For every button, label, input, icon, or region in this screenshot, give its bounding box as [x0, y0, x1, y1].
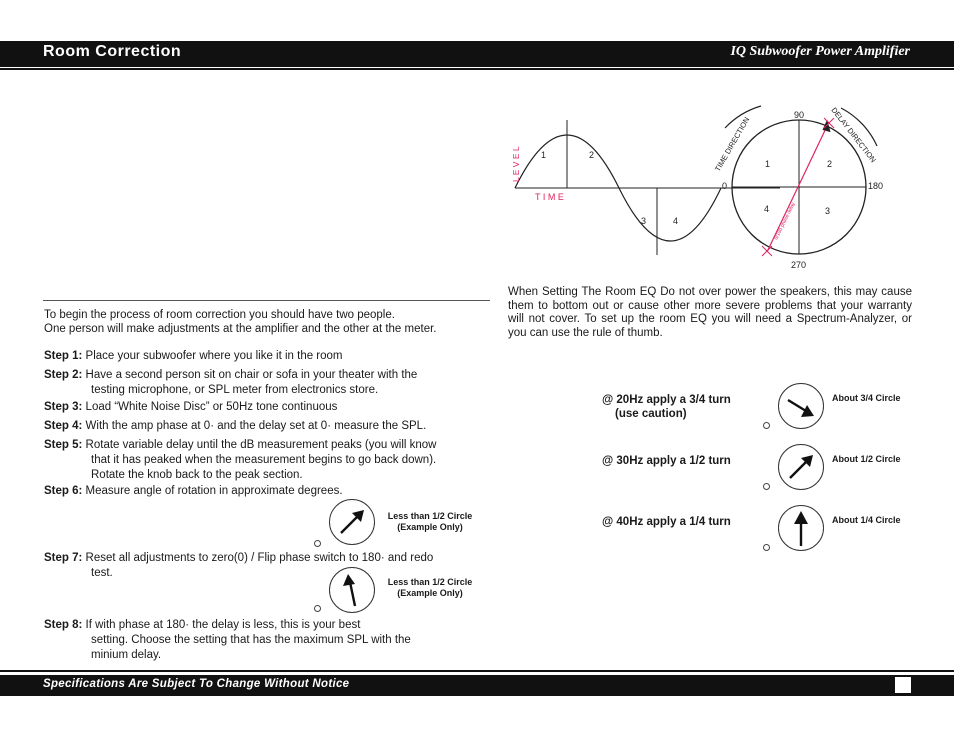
delay-marker-label: 0/180 phase delay [773, 201, 797, 241]
indicator-dot [314, 540, 321, 547]
example-dial-2 [329, 567, 375, 613]
wave-section-4: 4 [673, 216, 679, 226]
step-1-label: Step 1: [44, 350, 83, 362]
step-2-label: Step 2: [44, 369, 83, 381]
wave-section-3: 3 [641, 216, 647, 226]
arrow-up-icon [779, 506, 823, 550]
step-4-label: Step 4: [44, 420, 83, 432]
indicator-dot [763, 544, 770, 551]
rule-20hz-caution: (use caution) [615, 408, 687, 420]
example-dial-1-label [380, 511, 480, 533]
rule-20hz-dial [778, 383, 824, 429]
degree-180: 180 [868, 181, 884, 191]
footer-notice: Specifications Are Subject To Change Without Notice [43, 678, 350, 690]
step-1 [44, 349, 343, 364]
step-3-label: Step 3: [44, 401, 83, 413]
step-8-text-cont-1: setting. Choose the setting that has the maximum SPL with the [91, 634, 411, 646]
rule-40hz-dial [778, 505, 824, 551]
indicator-dot [314, 605, 321, 612]
step-6 [44, 484, 343, 499]
step-4-text: With the amp phase at 0· and the delay set at 0· measure the SPL. [85, 420, 427, 432]
product-name: IQ Subwoofer Power Amplifier [730, 44, 910, 59]
quadrant-1: 1 [765, 159, 771, 169]
step-6-label: Step 6: [44, 485, 83, 497]
rule-30hz-dial [778, 444, 824, 490]
time-label: T I M E [535, 192, 564, 202]
step-4 [44, 419, 426, 434]
delay-direction-label: DELAY DIRECTION [829, 105, 878, 165]
indicator-dot [763, 483, 770, 490]
phase-delay-diagram [505, 100, 905, 275]
rule-20hz [602, 393, 731, 421]
example-dial-1 [329, 499, 375, 545]
step-7 [44, 551, 433, 581]
step-6-text: Measure angle of rotation in approximate degrees. [85, 485, 343, 497]
quadrant-3: 3 [825, 206, 831, 216]
step-3-text: Load “White Noise Disc” or 50Hz tone continuous [85, 401, 338, 413]
time-direction-label: TIME DIRECTION [712, 115, 752, 173]
step-5-text: Rotate variable delay until the dB measurement peaks (you will know [85, 439, 437, 451]
degree-0: 0 [722, 181, 728, 191]
indicator-dot [763, 422, 770, 429]
footer-divider [0, 670, 954, 672]
page-number-box [895, 677, 911, 693]
rule-30hz [602, 454, 731, 468]
section-rule [43, 300, 490, 301]
step-2-text: Have a second person sit on chair or sofa in your theater with the [85, 369, 418, 381]
wave-section-2: 2 [589, 150, 595, 160]
arrow-up-right-icon [779, 445, 823, 489]
wave-section-1: 1 [541, 150, 547, 160]
warning-text: When Setting The Room EQ Do not over power the speakers, this may cause them to bottom out or cause other more severe problems that your warranty will not cover. To set up the room EQ you will need a Spectrum-Analyzer, or you can use the rule of thumb. [508, 286, 912, 339]
step-1-text: Place your subwoofer where you like it in the room [85, 350, 343, 362]
step-5-text-cont-2: Rotate the knob back to the peak section. [91, 469, 303, 481]
arrow-up-right-icon [330, 500, 374, 544]
rule-20hz-about: About 3/4 Circle [832, 393, 901, 403]
level-label: L E V E L [511, 146, 521, 182]
step-3 [44, 400, 337, 415]
intro-text [44, 308, 494, 336]
page-title: Room Correction [43, 43, 182, 60]
example-dial-1-label-line2: (Example Only) [397, 522, 463, 532]
header-divider [0, 68, 954, 70]
example-dial-2-label [380, 577, 480, 599]
step-8 [44, 618, 411, 663]
arrow-down-right-icon [779, 384, 823, 428]
example-dial-2-label-line1: Less than 1/2 Circle [387, 577, 473, 587]
intro-line-1: To begin the process of room correction you should have two people. [44, 309, 395, 321]
arrow-up-icon [330, 568, 374, 612]
quadrant-4: 4 [764, 204, 770, 214]
rule-30hz-text: @ 30Hz apply a 1/2 turn [602, 455, 731, 467]
rule-20hz-text: @ 20Hz apply a 3/4 turn [602, 394, 731, 406]
example-dial-1-label-line1: Less than 1/2 Circle [387, 511, 473, 521]
step-8-text-cont-2: minium delay. [91, 649, 162, 661]
step-2-text-cont: testing microphone, or SPL meter from electronics store. [91, 384, 379, 396]
quadrant-2: 2 [827, 159, 833, 169]
step-7-text: Reset all adjustments to zero(0) / Flip phase switch to 180· and redo [85, 552, 434, 564]
rule-30hz-about: About 1/2 Circle [832, 454, 901, 464]
step-7-label: Step 7: [44, 552, 83, 564]
rule-40hz-text: @ 40Hz apply a 1/4 turn [602, 516, 731, 528]
rule-40hz [602, 515, 731, 529]
degree-90: 90 [794, 110, 805, 120]
step-8-text: If with phase at 180· the delay is less, this is your best [85, 619, 361, 631]
intro-line-2: One person will make adjustments at the amplifier and the other at the meter. [44, 323, 437, 335]
degree-270: 270 [791, 260, 807, 270]
rule-40hz-about: About 1/4 Circle [832, 515, 901, 525]
example-dial-2-label-line2: (Example Only) [397, 588, 463, 598]
step-2 [44, 368, 417, 398]
step-5 [44, 438, 436, 483]
step-7-text-cont: test. [91, 567, 113, 579]
step-5-text-cont-1: that it has peaked when the measurement begins to go back down). [91, 454, 437, 466]
step-5-label: Step 5: [44, 439, 83, 451]
step-8-label: Step 8: [44, 619, 83, 631]
